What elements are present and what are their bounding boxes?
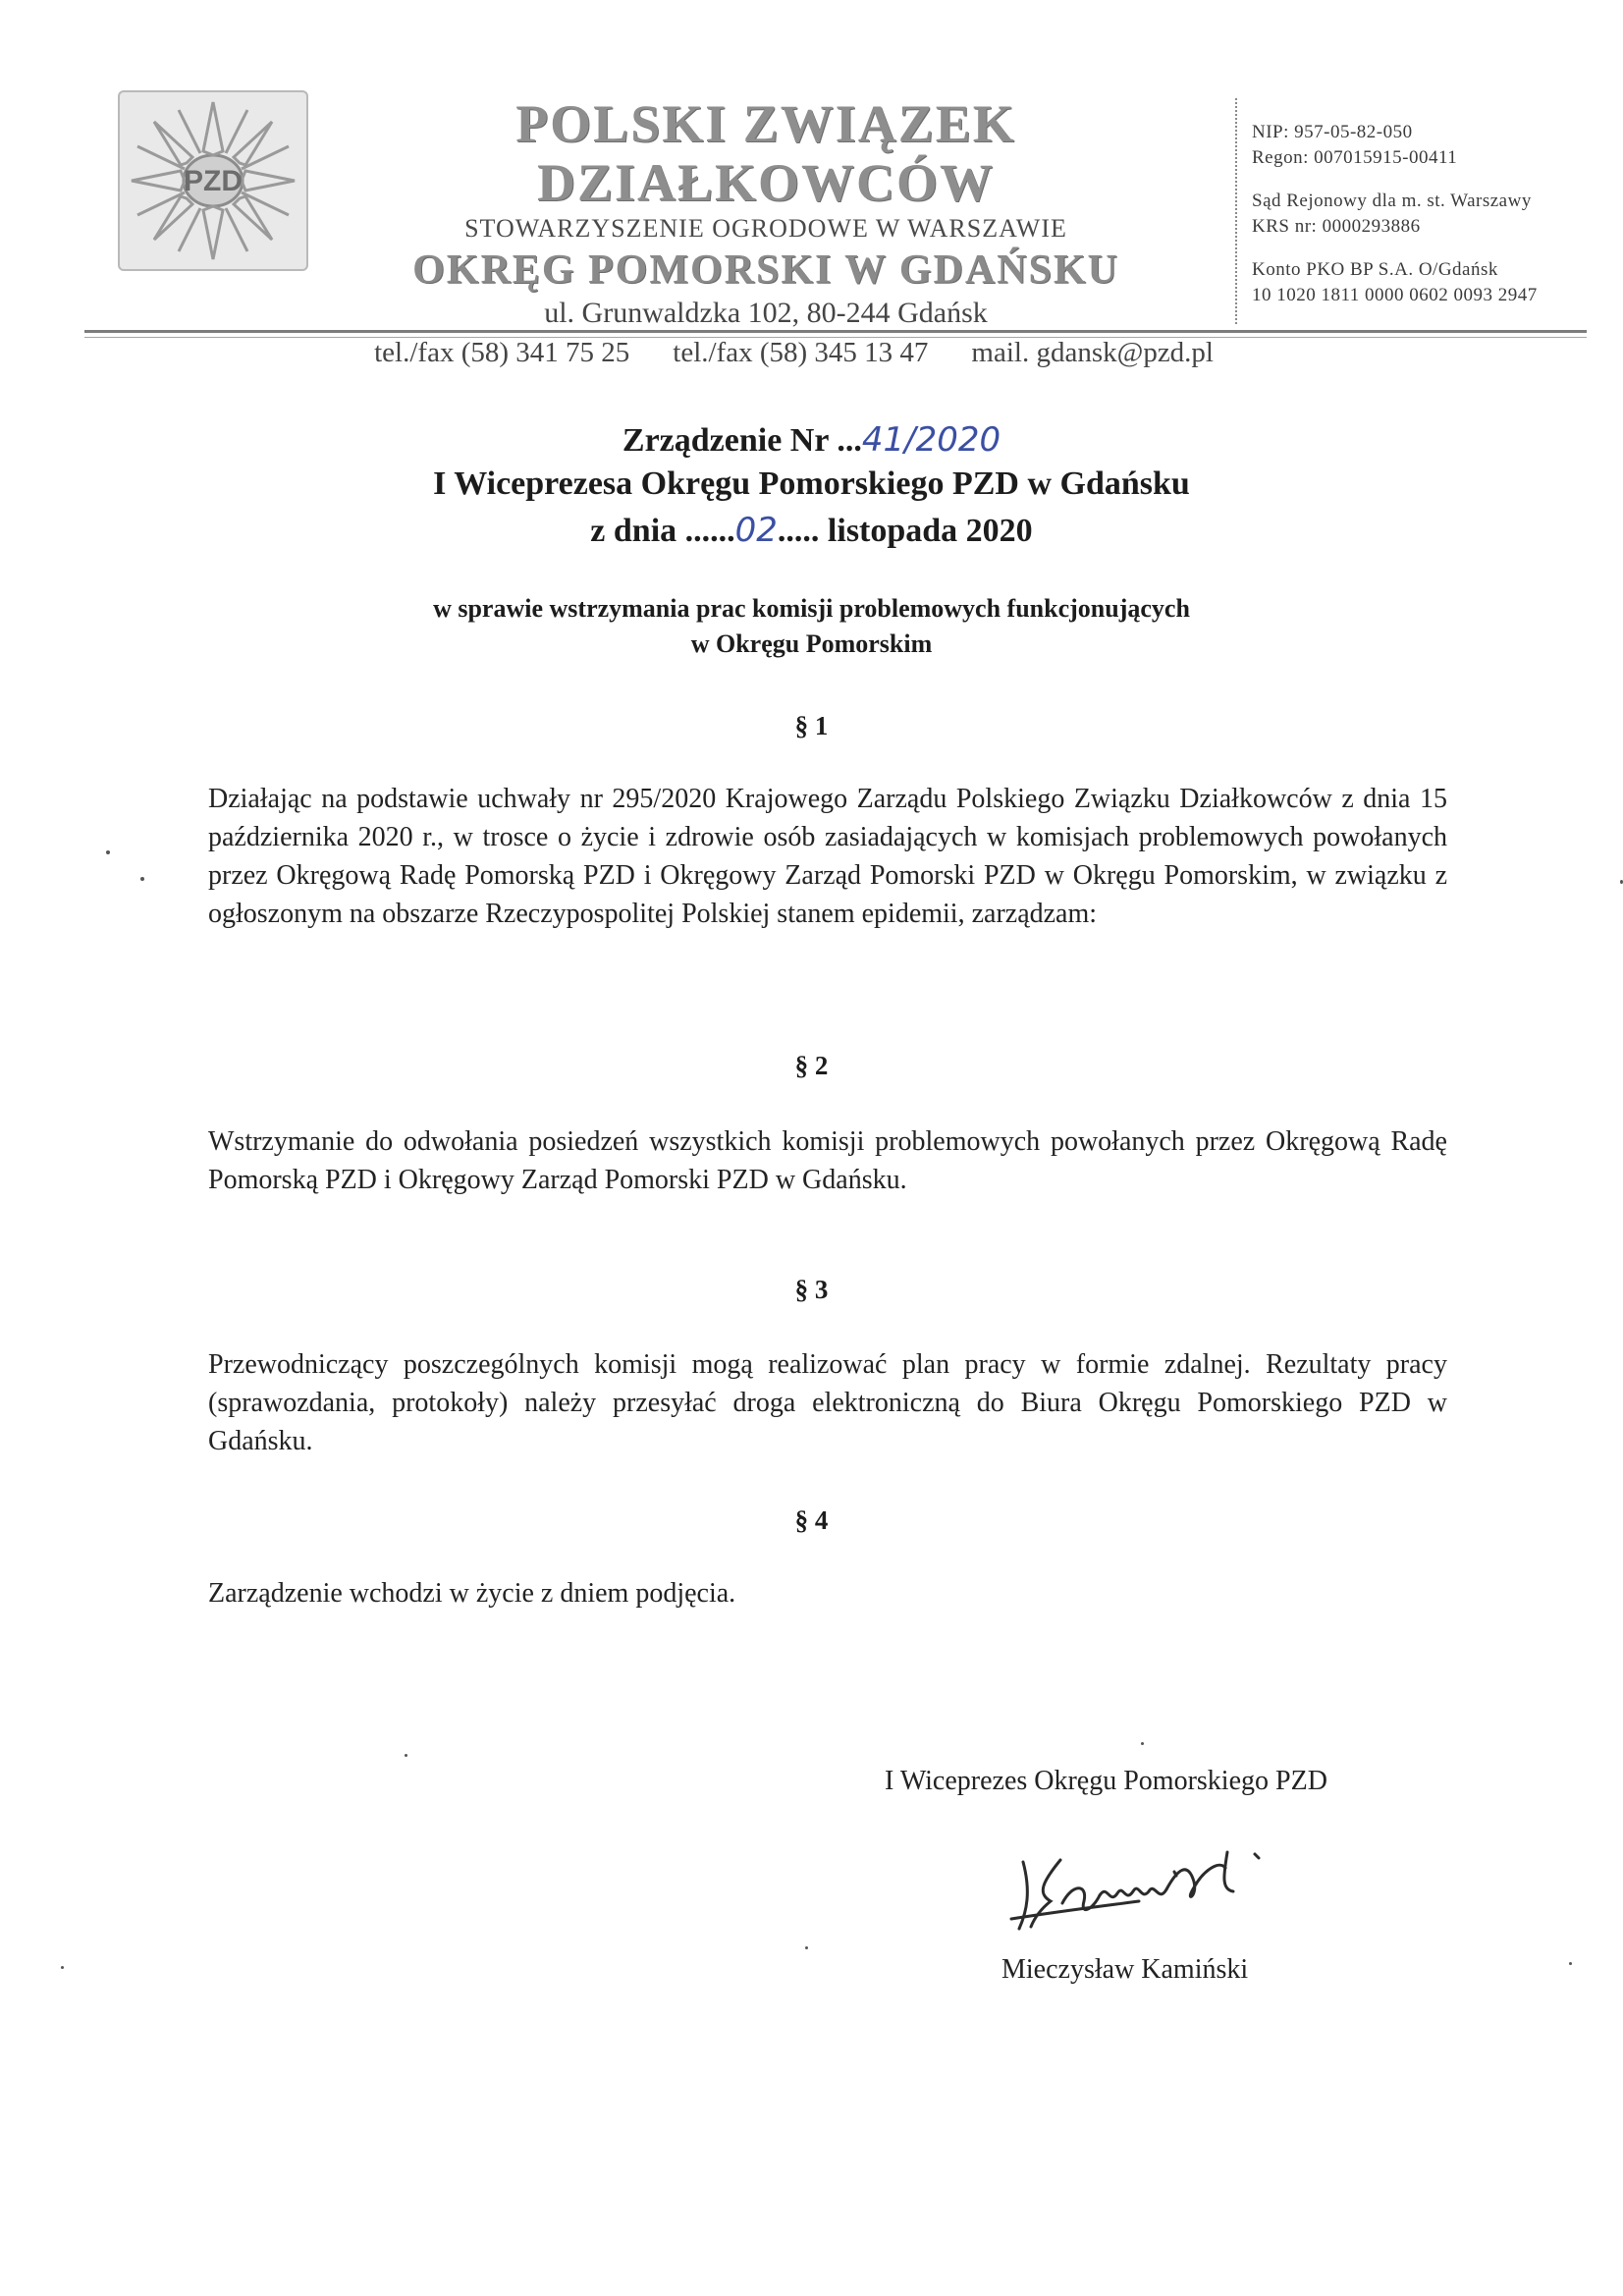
section-3-mark: § 3	[794, 1275, 829, 1304]
court: Sąd Rejonowy dla m. st. Warszawy	[1252, 191, 1532, 211]
header-divider	[1235, 98, 1237, 324]
scan-speck	[106, 850, 110, 854]
section-2-mark: § 2	[794, 1051, 829, 1080]
registration-info	[1252, 120, 1605, 308]
order-number-handwritten: 41/2020	[861, 420, 1001, 460]
bank: Konto PKO BP S.A. O/Gdańsk	[1252, 259, 1498, 280]
phone-2: tel./fax (58) 345 13 47	[673, 337, 929, 368]
subject-line-1: w sprawie wstrzymania prac komisji problemowych funkcjonujących	[433, 594, 1190, 623]
district-name: OKRĘG POMORSKI W GDAŃSKU	[412, 247, 1119, 293]
handwritten-signature	[1001, 1832, 1325, 1941]
header-rule-thin	[84, 337, 1587, 338]
signatory-name: Mieczysław Kamiński	[1001, 1954, 1249, 1985]
org-name: POLSKI ZWIĄZEK DZIAŁKOWCÓW	[515, 94, 1016, 212]
regon: Regon: 007015915-00411	[1252, 147, 1458, 168]
contact-line	[314, 334, 1217, 371]
email: mail. gdansk@pzd.pl	[971, 337, 1214, 368]
date-dots-before: ......	[684, 513, 735, 549]
scan-speck	[61, 1966, 64, 1969]
section-4-text: Zarządzenie wchodzi w życie z dniem podjęcia.	[208, 1578, 736, 1609]
sunflower-emblem-icon	[120, 92, 306, 269]
order-dots: ...	[837, 422, 862, 459]
association-name: STOWARZYSZENIE OGRODOWE W WARSZAWIE	[464, 214, 1067, 243]
phone-1: tel./fax (58) 341 75 25	[374, 337, 630, 368]
section-1-text: Działając na podstawie uchwały nr 295/2020 Krajowego Zarządu Polskiego Związku Działkowców z dnia 15 października 2020 r., w trosce o życie i zdrowie osób zasiadających w komisjach problemowych powołanych przez Okręgową Radę Pomorską PZD i Okręgowy Zarząd Pomorski PZD w Okręgu Pomorskim, w związku z ogłoszonym na obszarze Rzeczypospolitej Polskiej stanem epidemii, zarządzam:	[208, 784, 1447, 929]
date-suffix: listopada 2020	[827, 513, 1033, 549]
scan-speck	[1569, 1962, 1572, 1965]
order-subject	[0, 591, 1623, 662]
section-4-mark: § 4	[794, 1505, 829, 1535]
nip: NIP: 957-05-82-050	[1252, 122, 1413, 142]
logo-letters: PZD	[184, 165, 243, 197]
order-issuer: I Wiceprezesa Okręgu Pomorskiego PZD w Gdańsku	[433, 465, 1190, 502]
section-2-text: Wstrzymanie do odwołania posiedzeń wszystkich komisji problemowych powołanych przez Okręgową Radę Pomorską PZD i Okręgowy Zarząd Pomorski PZD w Gdańsku.	[208, 1126, 1447, 1195]
order-prefix: Zrządzenie Nr	[622, 422, 829, 459]
section-3-text: Przewodniczący poszczególnych komisji mogą realizować plan pracy w formie zdalnej. Rezultaty pracy (sprawozdania, protokoły) należy przesyłać droga elektroniczną do Biura Okręgu Pomorskiego PZD w Gdańsku.	[208, 1349, 1447, 1456]
scan-speck	[1141, 1742, 1144, 1745]
date-prefix: z dnia	[590, 513, 677, 549]
address: ul. Grunwaldzka 102, 80-244 Gdańsk	[544, 297, 988, 329]
scan-speck	[805, 1946, 808, 1949]
header-rule	[84, 330, 1587, 333]
scan-speck	[140, 877, 144, 881]
krs: KRS nr: 0000293886	[1252, 216, 1421, 237]
order-title	[0, 420, 1623, 460]
signatory-role: I Wiceprezes Okręgu Pomorskiego PZD	[885, 1766, 1327, 1796]
subject-line-2: w Okręgu Pomorskim	[690, 629, 933, 658]
pzd-logo	[118, 90, 308, 271]
account-number: 10 1020 1811 0000 0602 0093 2947	[1252, 285, 1538, 305]
date-dots-after: .....	[777, 513, 820, 549]
order-date	[0, 511, 1623, 550]
date-day-handwritten: 02	[734, 511, 778, 550]
section-1-mark: § 1	[794, 711, 829, 740]
scan-speck	[405, 1754, 407, 1757]
